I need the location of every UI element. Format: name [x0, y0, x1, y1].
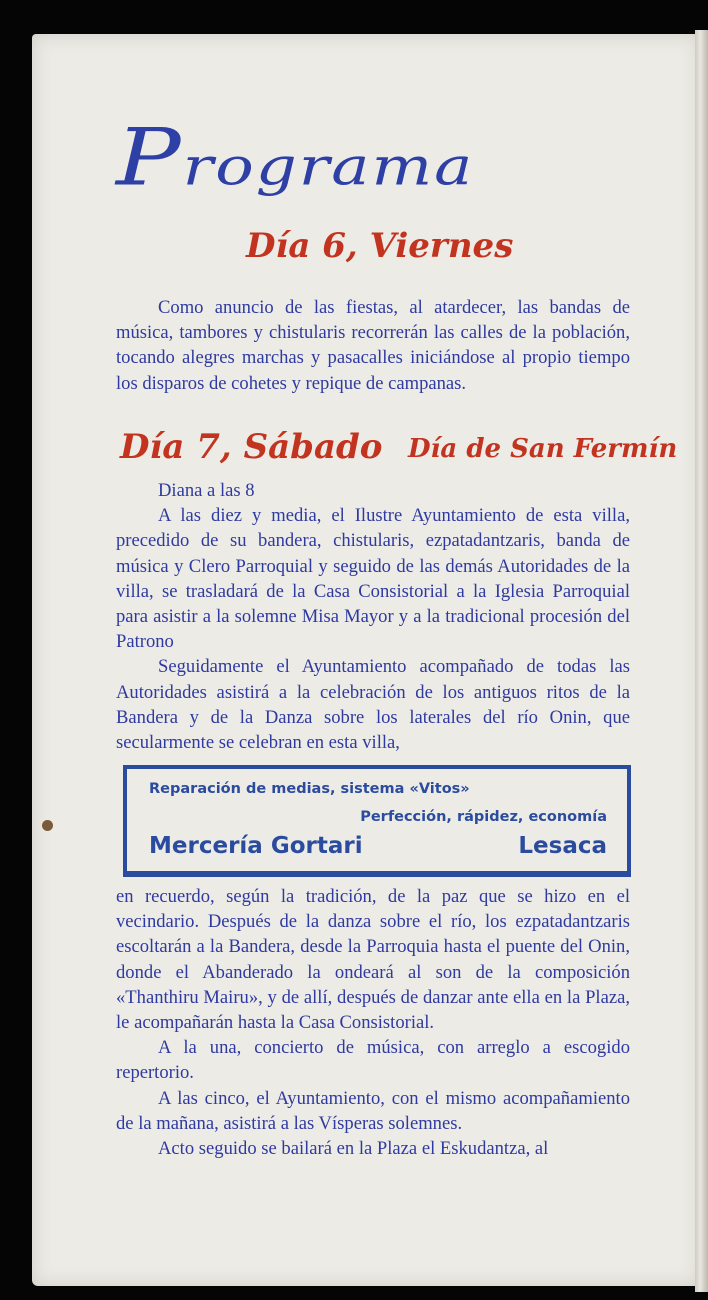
- continuation-paragraph-4: Acto seguido se bailará en la Plaza el Eskudantza, al: [158, 1138, 549, 1160]
- page-gutter: [695, 30, 708, 1292]
- diana-line: Diana a las 8: [158, 480, 255, 501]
- binding-hole: [42, 820, 53, 831]
- continuation-paragraph-2: A la una, concierto de música, con arreglo a escogido repertorio.: [116, 1037, 630, 1084]
- continuation-paragraph-1: en recuerdo, según la tradición, de la paz que se hizo en el vecindario. Después de la danza sobre el río, los ezpatadantzaris escoltarán a la Bandera, desde la Parroquia hasta el puente del Onin, donde el Abanderado la ondeará al son de la composición «Thanthiru Mairu», y de allí, después de danzar ante ella en la Plaza, le acompañarán hasta la Casa Consistorial.: [116, 886, 630, 1034]
- continuation-body: [116, 884, 630, 1161]
- title-initial: P: [116, 111, 183, 204]
- ad-bottom-rule: [123, 875, 631, 877]
- ad-line-2: Perfección, rápidez, economía: [360, 809, 607, 825]
- ad-line-1: Reparación de medias, sistema «Vitos»: [149, 781, 470, 797]
- day6-heading: Día 6, Viernes: [246, 226, 514, 266]
- page-title: [116, 111, 475, 204]
- day6-paragraph: Como anuncio de las fiestas, al atardecer, las bandas de música, tambores y chistularis recorrerán las calles de la población, tocando alegres marchas y pasacalles iniciándose al propio tiempo los disparos de cohetes y repique de campanas.: [116, 297, 630, 394]
- advertisement-box: [123, 765, 631, 875]
- day6-body: [116, 295, 630, 396]
- day7-body: [116, 478, 630, 755]
- day7-paragraph-2: Seguidamente el Ayuntamiento acompañado de todas las Autoridades asistirá a la celebración de los antiguos ritos de la Bandera y de la Danza sobre los laterales del río Onin, que secularmente se celebran en esta villa,: [116, 656, 630, 754]
- day7-paragraph-1: A las diez y media, el Ilustre Ayuntamiento de esta villa, precedido de su bandera, chistularis, ezpatadantzaris, banda de música y Clero Parroquial y seguido de las demás Autoridades de la villa, se trasladará de la Casa Consistorial a la Iglesia Parroquial para asistir a la solemne Misa Mayor y a la tradicional procesión del Patrono: [116, 505, 630, 653]
- ad-shop-name: Mercería Gortari: [149, 833, 363, 859]
- day7-subheading: Día de San Fermín: [408, 434, 678, 464]
- day7-heading: Día 7, Sábado: [120, 427, 383, 467]
- ad-town: Lesaca: [518, 833, 607, 859]
- continuation-paragraph-3: A las cinco, el Ayuntamiento, con el mismo acompañamiento de la mañana, asistirá a las Vísperas solemnes.: [116, 1087, 630, 1134]
- title-rest: rograma: [182, 136, 475, 198]
